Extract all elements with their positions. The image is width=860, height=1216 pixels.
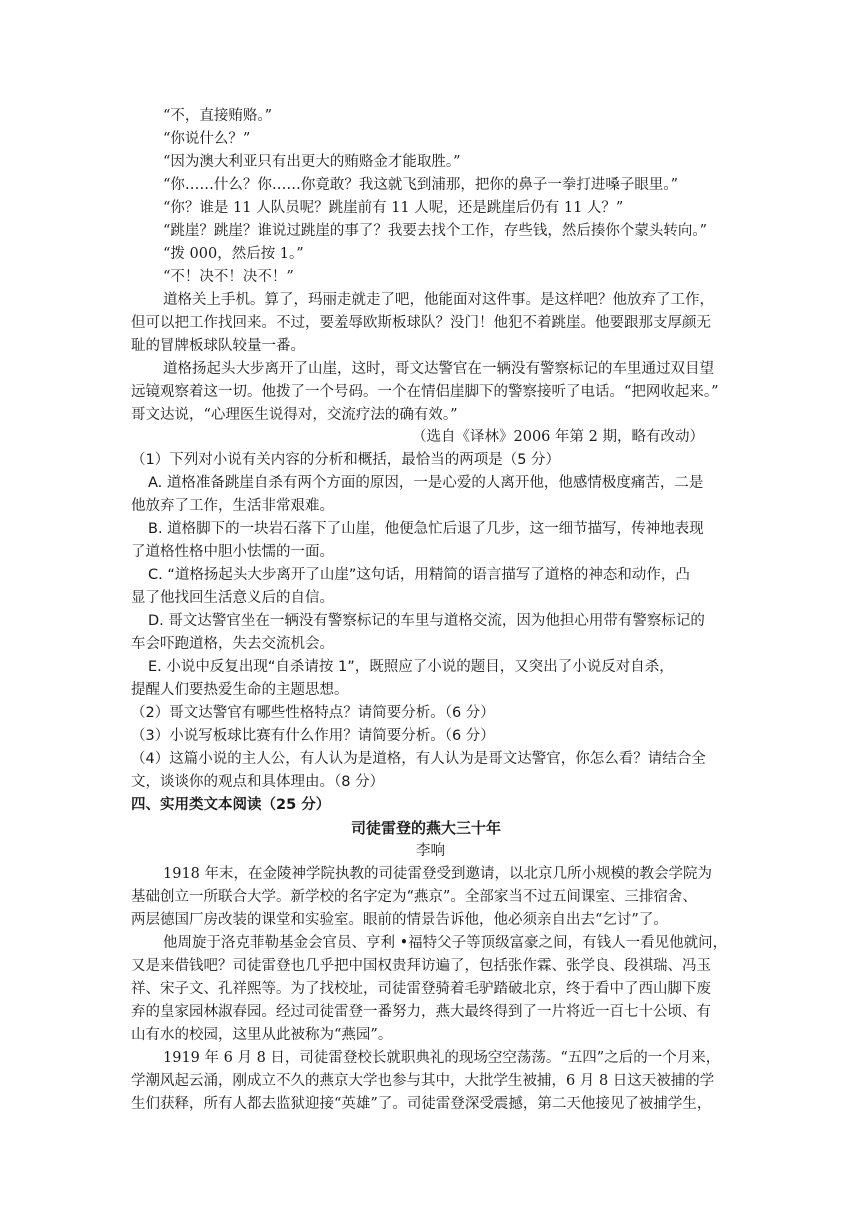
option-line: C. “道格扬起头大步离开了山崖”这句话，用精简的语言描写了道格的神态和动作，凸 <box>148 567 690 583</box>
article-title: 司徒雷登的燕大三十年 <box>351 819 502 837</box>
question-3: （3）小说写板球比赛有什么作用？请简要分析。（6 分） <box>131 728 495 744</box>
question-1: （1）下列对小说有关内容的分析和概括，最恰当的两项是（5 分） <box>131 452 561 468</box>
article-line: 1918 年末，在金陵神学院执教的司徒雷登受到邀请，以北京几所小规模的教会学院为 <box>163 866 713 882</box>
question-4: （4）这篇小说的主人公，有人认为是道格，有人认为是哥文达警官，你怎么看？请结合全 <box>131 751 706 767</box>
section-heading: 四、实用类文本阅读（25 分） <box>131 797 331 813</box>
story-line: 道格扬起头大步离开了山崖，这时，哥文达警官在一辆没有警察标记的车里通过双目望 <box>163 361 714 377</box>
story-line: 耻的冒牌板球队较量一番。 <box>131 338 305 354</box>
option-line: 他放弃了工作，生活非常艰难。 <box>131 498 334 514</box>
option-line: 了道格性格中胆小怯懦的一面。 <box>131 544 334 560</box>
article-line: 他周旋于洛克菲勒基金会官员、亨利 •福特父子等顶级富豪之间，有钱人一看见他就问， <box>163 935 728 951</box>
dialogue-line: “不，直接贿赂。” <box>163 108 273 124</box>
dialogue-line: “因为澳大利亚只有出更大的贿赂金才能取胜。” <box>163 154 461 170</box>
article-line: 学潮风起云涌，刚成立不久的燕京大学也参与其中，大批学生被捕，6 月 8 日这天被捕的学 <box>131 1073 715 1089</box>
dialogue-line: “跳崖？跳崖？谁说过跳崖的事了？我要去找个工作，存些钱，然后揍你个蒙头转向。” <box>163 223 708 239</box>
article-line: 1919 年 6 月 8 日，司徒雷登校长就职典礼的现场空空荡荡。“五四”之后的一个月来， <box>163 1050 721 1066</box>
article-line: 祥、宋子文、孔祥熙等。为了找校址，司徒雷登骑着毛驴踏破北京，终于看中了西山脚下废 <box>131 981 711 997</box>
option-line: D. 哥文达警官坐在一辆没有警察标记的车里与道格交流，因为他担心用带有警察标记的 <box>148 613 705 629</box>
option-line: 提醒人们要热爱生命的主题思想。 <box>131 682 349 698</box>
article-line: 又是来借钱吧？司徒雷登也几乎把中国权贵拜访遍了，包括张作霖、张学良、段祺瑞、冯玉 <box>131 958 711 974</box>
story-line: 但可以把工作找回来。不过，要羞辱欧斯板球队？没门！他犯不着跳崖。他要跟那支厚颜无 <box>131 315 711 331</box>
option-line: 显了他找回生活意义后的自信。 <box>131 590 334 606</box>
article-author: 李响 <box>416 843 445 859</box>
question-2: （2）哥文达警官有哪些性格特点？请简要分析。（6 分） <box>131 705 495 721</box>
article-line: 生们获释，所有人都去监狱迎接“英雄”了。司徒雷登深受震撼，第二天他接见了被捕学生， <box>131 1096 712 1112</box>
option-line: 车会吓跑道格，失去交流机会。 <box>131 636 334 652</box>
article-line: 山有水的校园，这里从此被称为“燕园”。 <box>131 1027 393 1043</box>
dialogue-line: “不！决不！决不！” <box>163 269 294 285</box>
dialogue-line: “你……什么？你……你竟敢？我这就飞到浦那，把你的鼻子一拳打进嗓子眼里。” <box>163 177 679 193</box>
story-line: 道格关上手机。算了，玛丽走就走了吧，他能面对这件事。是这样吧？他放弃了工作， <box>163 292 714 308</box>
dialogue-line: “拨 000，然后按 1。” <box>163 246 304 262</box>
option-line: B. 道格脚下的一块岩石落下了山崖，他便急忙后退了几步，这一细节描写，传神地表现 <box>148 521 704 537</box>
dialogue-line: “你说什么？” <box>163 131 251 147</box>
dialogue-line: “你？谁是 11 人队员呢？跳崖前有 11 人呢，还是跳崖后仍有 11 人？” <box>163 200 624 216</box>
story-line: 远镜观察着这一切。他拨了一个号码。一个在情侣崖脚下的警察接听了电话。“把网收起来。” <box>131 384 719 400</box>
article-line: 两层德国厂房改装的课堂和实验室。眼前的情景告诉他，他必须亲自出去“乞讨”了。 <box>131 912 668 928</box>
option-line: E. 小说中反复出现“自杀请按 1”，既照应了小说的题目，又突出了小说反对自杀， <box>148 659 674 675</box>
option-line: A. 道格准备跳崖自杀有两个方面的原因，一是心爱的人离开他，他感情极度痛苦，二是 <box>148 475 704 491</box>
question-4-cont: 文，谈谈你的观点和具体理由。（8 分） <box>131 774 385 790</box>
article-line: 弃的皇家园林淑春园。经过司徒雷登一番努力，燕大最终得到了一片将近一百七十公顷、有 <box>131 1004 711 1020</box>
story-line: 哥文达说，“心理医生说得对，交流疗法的确有效。” <box>131 407 458 423</box>
article-line: 基础创立一所联合大学。新学校的名字定为“燕京”。全部家当不过五间课室、三排宿舍、 <box>131 889 697 905</box>
source-citation: （选自《译林》2006 年第 2 期，略有改动） <box>412 429 704 445</box>
